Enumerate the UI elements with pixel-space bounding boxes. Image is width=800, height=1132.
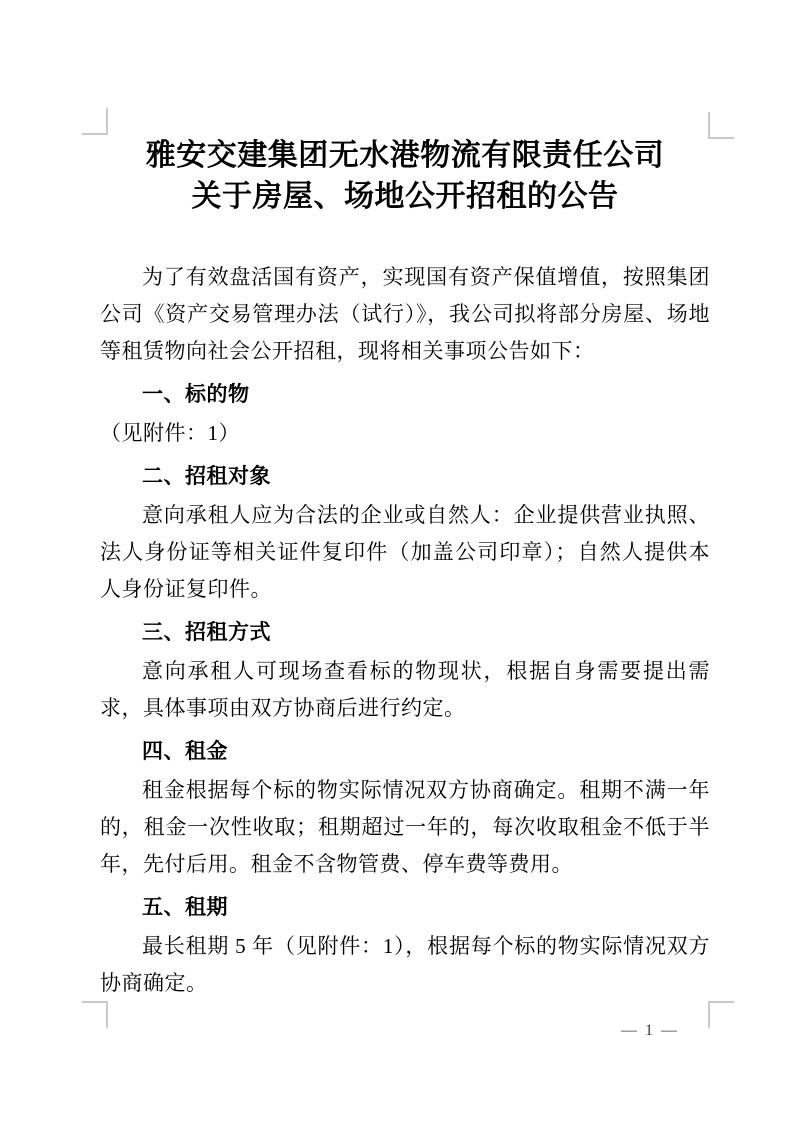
section-1-heading: 一、标的物 [142,383,250,406]
section-2-body: 意向承租人应为合法的企业或自然人：企业提供营业执照、法人身份证等相关证件复印件（加盖公司印章）；自然人提供本人身份证复印件。 [100,503,710,601]
crop-mark-bottom-left [82,1001,108,1028]
crop-mark-top-right [708,112,734,139]
document-content [100,133,710,1002]
document-title-line1: 雅安交建集团无水港物流有限责任公司 [145,139,665,172]
section-3-heading: 三、招租方式 [142,621,271,644]
section-5-heading: 五、租期 [142,896,228,919]
page-number: — 1 — [621,1022,679,1039]
section-3-body: 意向承租人可现场查看标的物现状，根据自身需要提出需求，具体事项由双方协商后进行约定。 [100,659,710,720]
document-title [100,135,710,217]
crop-mark-top-left [82,108,108,135]
section-4-heading: 四、租金 [142,740,228,763]
section-4-body: 租金根据每个标的物实际情况双方协商确定。租期不满一年的，租金一次性收取；租期超过一年的，每次收取租金不低于半年，先付后用。租金不含物管费、停车费等费用。 [100,778,710,876]
section-2-heading: 二、招租对象 [142,465,271,488]
document-title-line2: 关于房屋、场地公开招租的公告 [191,180,619,213]
section-5-body: 最长租期 5 年（见附件：1），根据每个标的物实际情况双方协商确定。 [100,934,710,995]
intro-paragraph: 为了有效盘活国有资产，实现国有资产保值增值，按照集团公司《资产交易管理办法（试行）》，我公司拟将部分房屋、场地等租赁物向社会公开招租，现将相关事项公告如下： [100,265,710,363]
section-1-body: （见附件：1） [100,421,240,445]
